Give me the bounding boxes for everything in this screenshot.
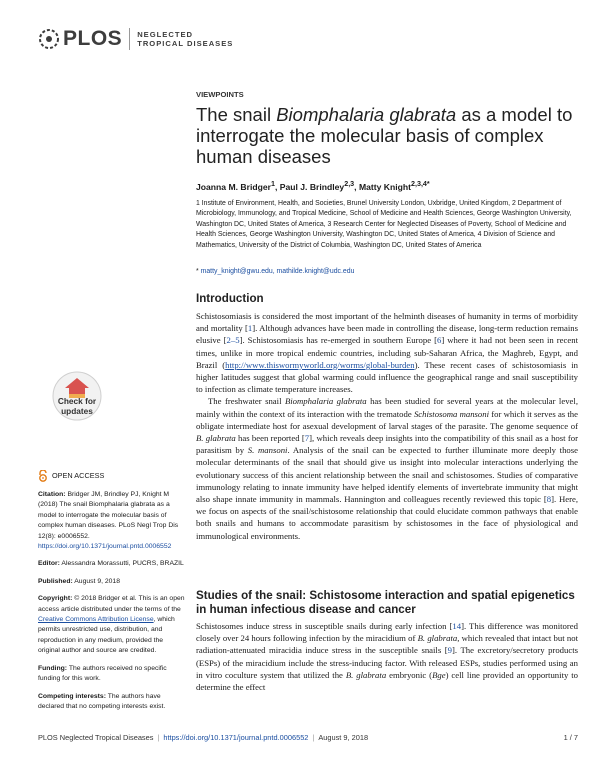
check-for-updates-label[interactable]: Check for updates bbox=[57, 396, 97, 416]
open-lock-icon bbox=[38, 470, 48, 482]
paragraph bbox=[196, 310, 578, 395]
title-species: Biomphalaria glabrata bbox=[276, 104, 457, 125]
introduction-body bbox=[196, 310, 578, 542]
footer-journal: PLOS Neglected Tropical Diseases bbox=[38, 733, 154, 742]
species-name: Biomphalaria glabrata bbox=[284, 396, 367, 407]
text: ]. The excretory/secretory products (ESPs) of the miracidium include the stress-inducing factor. With released ESPs, studies performed using an in vitro coculture system that utilized the bbox=[196, 645, 578, 680]
cell-line-name: Bge bbox=[432, 669, 446, 680]
journal-logo[interactable] bbox=[37, 27, 233, 51]
journal-name bbox=[137, 30, 233, 48]
species-name: B. glabrata bbox=[417, 633, 458, 644]
copyright-block bbox=[38, 594, 186, 656]
text: Schistosomiasis is considered the most important of the helminth diseases of humanity in terms of morbidity and mortality [ bbox=[196, 311, 578, 334]
corresponding-author-mark: * bbox=[426, 180, 430, 188]
journal-name-line2: TROPICAL DISEASES bbox=[137, 39, 234, 48]
copyright-label: Copyright: bbox=[38, 595, 73, 603]
author-affiliation-ref: 2,3 bbox=[344, 180, 355, 188]
published-label: Published: bbox=[38, 577, 73, 585]
footer-separator: | bbox=[312, 733, 315, 742]
article-info-sidebar bbox=[38, 470, 186, 719]
text: ] where it had not been seen in recent times, unlike in more tropical endemic countries, including sub-Saharan Africa, the Maghreb, Egypt, and Brazil ( bbox=[196, 335, 578, 370]
author-name: Paul J. Brindley bbox=[279, 181, 345, 192]
text: . Analysis of the snail can be expected to further illuminate more deeply those molecular determinants of the snail that should give us insight into molecular interactions underlying the evolutionary success of this ancient relationship between the snail and schistosomes. Studies of comparative immunology relating to innate immunity have helped identify elements of invertebrate immunity that might also shape innate immunity in mammals. Hannington and colleagues recently reviewed this topic [ bbox=[196, 445, 578, 505]
footer-left bbox=[38, 733, 368, 742]
page-number: 1 / 7 bbox=[563, 733, 578, 742]
editor-label: Editor: bbox=[38, 560, 60, 568]
section-heading: Studies of the snail: Schistosome interaction and spatial epigenetics in human infectious disease and cancer bbox=[196, 589, 575, 616]
text: embryonic ( bbox=[386, 669, 433, 680]
text: has been studied for several years at the molecular level, mainly within the context of its interaction with the trematode bbox=[196, 396, 578, 419]
plos-logo-icon bbox=[37, 27, 61, 51]
logo-divider bbox=[129, 28, 130, 50]
text: has been reported [ bbox=[235, 433, 305, 444]
citation-doi-link[interactable]: https://doi.org/10.1371/journal.pntd.0006552 bbox=[38, 543, 172, 551]
text: ) cell line provided an opportunity to determine the effect bbox=[196, 669, 579, 693]
publisher-name: PLOS bbox=[63, 27, 123, 50]
text: , which revealed that intact but not radiation-attenuated miracidia induce stress in the susceptible snails [ bbox=[196, 633, 578, 656]
paragraph bbox=[196, 620, 578, 693]
title-part: The snail bbox=[196, 104, 277, 125]
text: for which it serves as the obligate intermediate host for asexual development of larval stages of the parasite. The genome sequence of bbox=[196, 408, 578, 431]
open-access-label: OPEN ACCESS bbox=[52, 470, 105, 480]
published-date: August 9, 2018 bbox=[74, 577, 120, 585]
footer-doi-link[interactable]: https://doi.org/10.1371/journal.pntd.0006552 bbox=[163, 733, 309, 742]
reference-link[interactable]: 14 bbox=[452, 621, 462, 631]
editor-block bbox=[38, 559, 186, 569]
author-affiliation-ref: 1 bbox=[270, 180, 275, 188]
footer-date: August 9, 2018 bbox=[318, 733, 369, 742]
footer-separator: | bbox=[157, 733, 160, 742]
funding-label: Funding: bbox=[38, 664, 68, 672]
species-name: B. glabrata bbox=[345, 669, 387, 680]
funding-text: The authors received no specific funding for this work. bbox=[38, 664, 167, 683]
page-footer bbox=[38, 733, 578, 742]
email-star: * bbox=[196, 268, 199, 275]
citation-block bbox=[38, 490, 186, 552]
species-name: B. glabrata bbox=[196, 433, 236, 444]
affiliations bbox=[196, 199, 578, 251]
reference-link[interactable]: 7 bbox=[304, 433, 310, 444]
journal-name-line1: NEGLECTED bbox=[137, 30, 194, 39]
species-name: Schistosoma mansoni bbox=[413, 408, 490, 419]
competing-interests-label: Competing interests: bbox=[38, 692, 106, 700]
external-link[interactable]: http://www.thiswormyworld.org/worms/global-burden bbox=[225, 359, 415, 370]
text: ). These recent cases of schistosomiasis in higher latitudes suggest that global warming could influence the geographical range and snail susceptibility to infection as climate temperature increases. bbox=[196, 359, 578, 395]
corresponding-email bbox=[196, 268, 354, 275]
license-link[interactable]: Creative Commons Attribution License bbox=[38, 616, 154, 624]
section-body bbox=[196, 620, 578, 693]
author-list: Joanna M. Bridger$^1$, Paul J. Brindley$^{2,3}$, Matty Knight$^{2,3,4*}$ bbox=[196, 180, 430, 192]
editor-text: Alessandra Morassutti, PUCRS, BRAZIL bbox=[61, 560, 184, 568]
citation-text: Bridger JM, Brindley PJ, Knight M (2018) The snail Biomphalaria glabrata as a model to interrogate the molecular basis of complex human diseases. PLoS Negl Trop Dis 12(8): e0006552. bbox=[38, 491, 179, 540]
reference-link[interactable]: 1 bbox=[247, 323, 253, 334]
author[interactable] bbox=[196, 182, 275, 192]
paragraph bbox=[196, 395, 578, 541]
reference-link[interactable]: 8 bbox=[546, 494, 552, 505]
open-access-badge bbox=[38, 470, 186, 482]
affiliation-text: 1 Institute of Environment, Health, and Societies, Brunel University London, Uxbridge, United Kingdom, 2 Department of Microbiology, Immunology, and Tropical Medicine, School of Medicine and Health Sciences, George Washington University, Washington DC, United States of America, 3 Research Center for Neglected Diseases of Poverty, School of Medicine and Health Sciences, George Washington University, Washington DC, United States of America, 4 Division of Science and Mathematics, University of the District of Columbia, Washington DC, United States of America bbox=[196, 200, 572, 249]
author-affiliation-ref: 2,3,4 bbox=[411, 180, 427, 188]
text: ]. Although advances have been made in controlling the disease, long-term reduction remains elusive [ bbox=[196, 323, 578, 346]
copyright-text: © 2018 Bridger et al. This is an open access article distributed under the terms of the bbox=[38, 595, 185, 613]
competing-interests-text: The authors have declared that no competing interests exist. bbox=[38, 692, 166, 710]
citation-label: Citation: bbox=[38, 491, 66, 498]
copyright-text: , which permits unrestricted use, distribution, and reproduction in any medium, provided the original author and source are credited. bbox=[38, 616, 175, 655]
published-block bbox=[38, 577, 186, 587]
text: ]. Schistosomiasis has re-emerged in southern Europe [ bbox=[239, 335, 437, 346]
article-type-label: VIEWPOINTS bbox=[196, 90, 244, 99]
author-name: Joanna M. Bridger bbox=[196, 181, 271, 192]
text: Schistosomes induce stress in susceptible snails during early infection [ bbox=[196, 621, 453, 631]
author[interactable] bbox=[280, 182, 354, 192]
funding-block bbox=[38, 664, 186, 685]
text: The freshwater snail bbox=[208, 396, 285, 407]
introduction-heading: Introduction bbox=[196, 292, 264, 305]
reference-link[interactable]: 9 bbox=[447, 645, 453, 656]
reference-link[interactable]: 6 bbox=[437, 335, 442, 346]
competing-interests-block bbox=[38, 692, 186, 713]
email-link[interactable]: matty_knight@gwu.edu, mathilde.knight@udc.edu bbox=[200, 268, 355, 275]
title-part: as a model to interrogate the molecular basis of complex human diseases bbox=[196, 104, 573, 167]
author[interactable] bbox=[359, 182, 430, 192]
article-title bbox=[196, 104, 576, 167]
text: ], which reveals deep insights into the compatibility of this snail as a host for parasitism by bbox=[196, 433, 579, 456]
text: ]. This difference was monitored closely over 24 hours following infection by the miracidium of bbox=[196, 621, 578, 644]
text: ]. Here, we focus on aspects of the snail/schistosome relationship that could elucidate common pathways that enable both snails and humans to accommodate parasitism by schistosomes in the face of physiological and immunological environments. bbox=[196, 494, 578, 541]
reference-link[interactable]: 2–5 bbox=[226, 335, 240, 346]
author-name: Matty Knight bbox=[358, 181, 411, 192]
species-name: S. mansoni bbox=[247, 445, 288, 456]
